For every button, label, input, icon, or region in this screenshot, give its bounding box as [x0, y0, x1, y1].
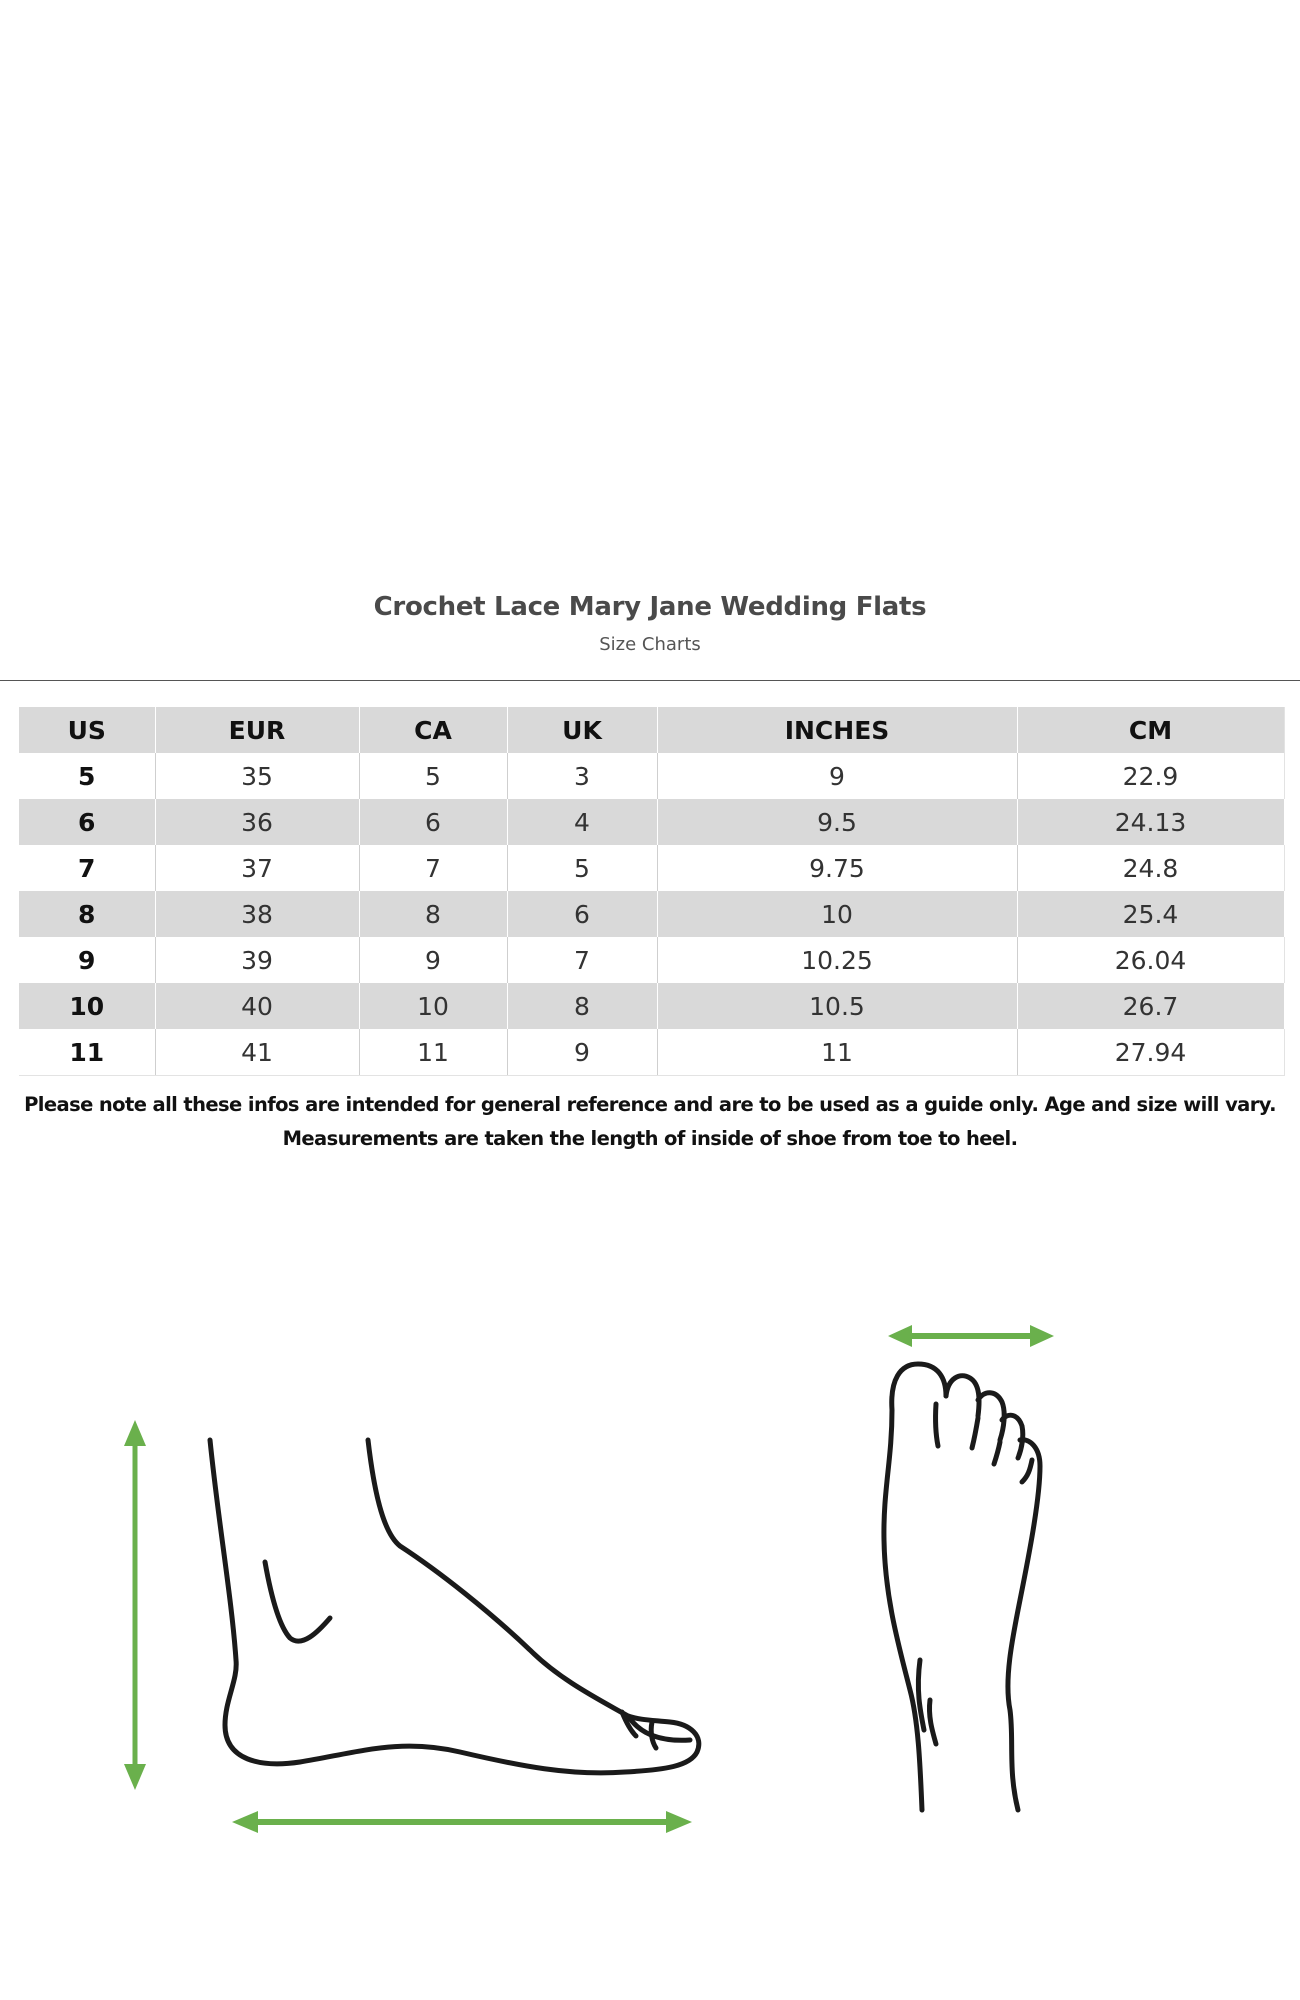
cell-inches: 9.75	[657, 845, 1017, 891]
table-row	[19, 891, 1284, 937]
cell-uk: 8	[507, 983, 657, 1029]
cell-uk: 7	[507, 937, 657, 983]
cell-us: 8	[19, 891, 155, 937]
cell-uk: 4	[507, 799, 657, 845]
cell-us: 9	[19, 937, 155, 983]
cell-cm: 27.94	[1017, 1029, 1284, 1076]
cell-inches: 11	[657, 1029, 1017, 1076]
table-row	[19, 753, 1284, 799]
width-arrow-icon	[888, 1325, 1054, 1347]
cell-eur: 36	[155, 799, 359, 845]
size-chart-table	[19, 707, 1285, 1076]
foot-side-view-icon	[210, 1440, 699, 1773]
column-header-uk: UK	[507, 707, 657, 753]
cell-uk: 6	[507, 891, 657, 937]
disclaimer-line-2: Measurements are taken the length of inside of shoe from toe to heel.	[282, 1127, 1018, 1150]
cell-eur: 35	[155, 753, 359, 799]
cell-cm: 25.4	[1017, 891, 1284, 937]
cell-eur: 41	[155, 1029, 359, 1076]
column-header-inches: INCHES	[657, 707, 1017, 753]
cell-us: 6	[19, 799, 155, 845]
cell-cm: 24.8	[1017, 845, 1284, 891]
height-arrow-icon	[124, 1420, 146, 1790]
cell-eur: 39	[155, 937, 359, 983]
cell-us: 7	[19, 845, 155, 891]
table-row	[19, 937, 1284, 983]
disclaimer-note	[0, 1088, 1300, 1156]
cell-uk: 5	[507, 845, 657, 891]
cell-inches: 10.25	[657, 937, 1017, 983]
cell-cm: 26.04	[1017, 937, 1284, 983]
cell-ca: 10	[359, 983, 507, 1029]
cell-uk: 9	[507, 1029, 657, 1076]
table-row	[19, 799, 1284, 845]
column-header-cm: CM	[1017, 707, 1284, 753]
page-title: Crochet Lace Mary Jane Wedding Flats	[373, 592, 927, 622]
cell-inches: 9	[657, 753, 1017, 799]
divider	[0, 680, 1300, 681]
length-arrow-icon	[232, 1811, 692, 1833]
cell-ca: 9	[359, 937, 507, 983]
foot-top-view-icon	[884, 1364, 1040, 1810]
cell-inches: 10	[657, 891, 1017, 937]
cell-inches: 10.5	[657, 983, 1017, 1029]
cell-ca: 11	[359, 1029, 507, 1076]
cell-cm: 26.7	[1017, 983, 1284, 1029]
cell-uk: 3	[507, 753, 657, 799]
cell-cm: 24.13	[1017, 799, 1284, 845]
column-header-eur: EUR	[155, 707, 359, 753]
page-subtitle: Size Charts	[599, 634, 701, 655]
cell-us: 5	[19, 753, 155, 799]
cell-us: 10	[19, 983, 155, 1029]
table-header-row	[19, 707, 1284, 753]
table-row	[19, 1029, 1284, 1076]
cell-ca: 8	[359, 891, 507, 937]
cell-eur: 38	[155, 891, 359, 937]
cell-inches: 9.5	[657, 799, 1017, 845]
column-header-us: US	[19, 707, 155, 753]
cell-eur: 40	[155, 983, 359, 1029]
cell-ca: 5	[359, 753, 507, 799]
cell-us: 11	[19, 1029, 155, 1076]
table-row	[19, 983, 1284, 1029]
disclaimer-line-1: Please note all these infos are intended for general reference and are to be used as a guide only. Age and size will vary.	[24, 1093, 1276, 1116]
foot-measurement-diagram	[0, 1280, 1300, 1860]
cell-ca: 6	[359, 799, 507, 845]
cell-cm: 22.9	[1017, 753, 1284, 799]
table-row	[19, 845, 1284, 891]
column-header-ca: CA	[359, 707, 507, 753]
cell-eur: 37	[155, 845, 359, 891]
cell-ca: 7	[359, 845, 507, 891]
